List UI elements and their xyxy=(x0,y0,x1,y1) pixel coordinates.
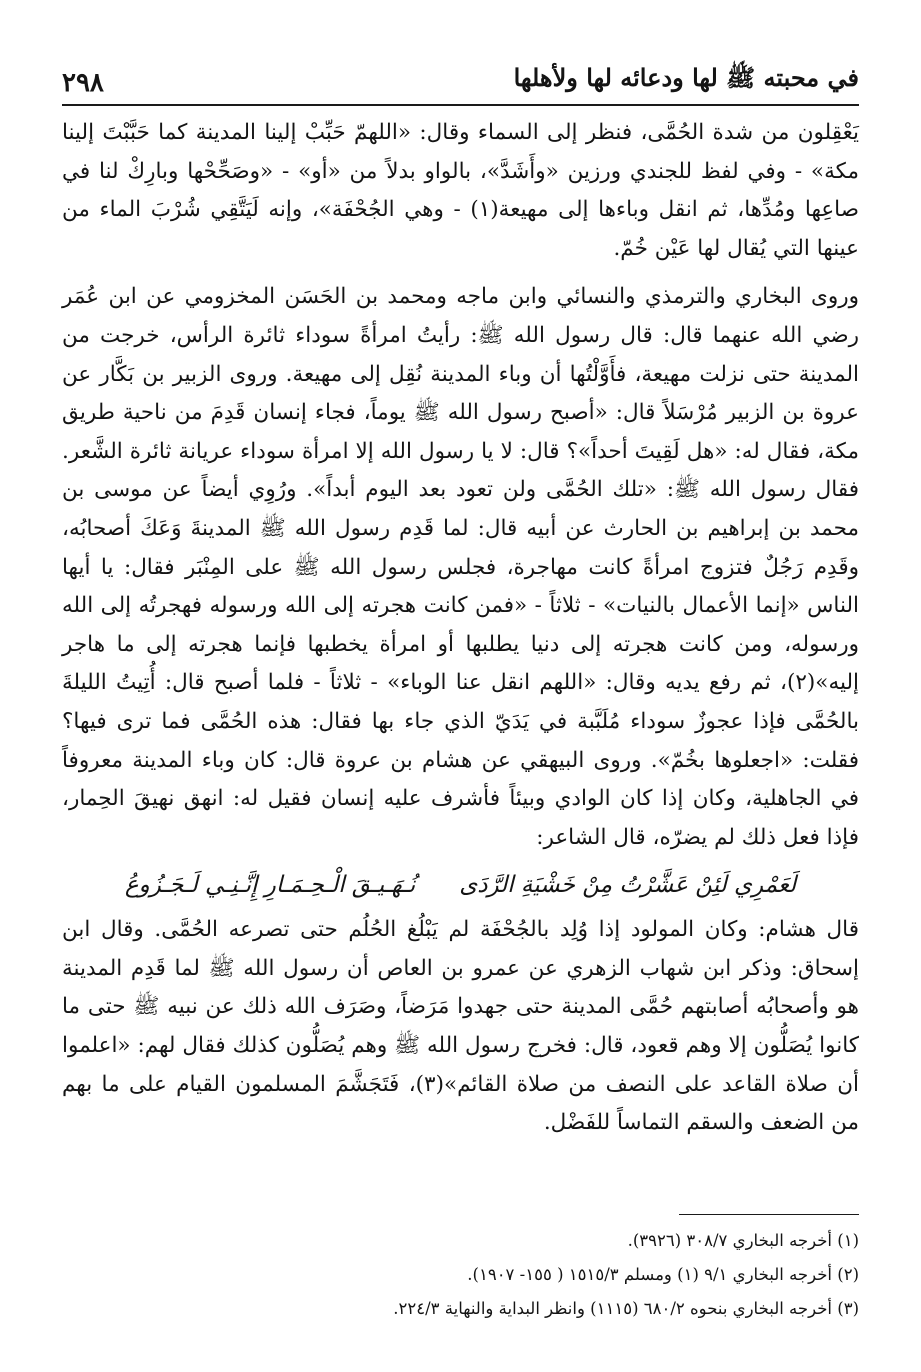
paragraph-closing: قال هشام: وكان المولود إذا وُلِد بالجُحْفَة لم يَبْلُغ الحُلُم حتى تصرعه الحُمَّى. وقال ابن إسحاق: وذكر ابن شهاب الزهري عن عمرو بن العاص أن رسول الله ﷺ لما قَدِم المدينة هو وأصحابُه أصابتهم حُمَّى المدينة حتى جهدوا مَرَضاً، وصَرَف الله ذلك عن نبيه ﷺ حتى ما كانوا يُصَلُّون إلا وهم قعود، قال: فخرج رسول الله ﷺ وهم يُصَلُّون كذلك فقال لهم: «اعلموا أن صلاة القاعد على النصف من صلاة القائم»(٣)، فَتَجَشَّمَ المسلمون القيام على ما بهم من الضعف والسقم التماساً للفَضْل. xyxy=(62,917,859,1136)
poetry-verse xyxy=(62,865,859,905)
running-title: في محبته ﷺ لها ودعائه لها ولأهلها xyxy=(513,63,859,92)
verse-second-hemistich: نُـهَـيـقَ الْـحِـمَـارِ إِنَّـنِـي لَـجَـزُوعُ xyxy=(124,872,416,899)
footnote-2: (٢) أخرجه البخاري ٩/١ (١) ومسلم ١٥١٥/٣ ( ١٥٥- ١٩٠٧). xyxy=(467,1265,859,1284)
footnotes xyxy=(62,1224,859,1326)
footnote-rule xyxy=(679,1214,859,1215)
page-number: ٢٩٨ xyxy=(62,68,104,98)
header-rule xyxy=(62,104,859,106)
paragraph-spacer xyxy=(62,268,859,278)
footnote-3: (٣) أخرجه البخاري بنحوه ٦٨٠/٢ (١١١٥) وانظر البداية والنهاية ٢٢٤/٣. xyxy=(393,1299,859,1318)
paragraph-opening: يَعْقِلون من شدة الحُمَّى، فنظر إلى السماء وقال: «اللهمّ حَبِّبْ إلينا المدينة كما حَبَّبْتَ إلينا مكة» - وفي لفظ للجندي ورزين «وأَشَدَّ»، بالواو بدلاً من «أو» - «وصَحِّحْها وبارِكْ لنا في صاعِها ومُدِّها، ثم انقل وباءها إلى مهيعة(١) - وهي الجُحْفَة»، وإنه لَيَتَّقِي شُرْبَ الماء من عينها التي يُقال لها عَيْن خُمّ. xyxy=(62,120,859,261)
verse-first-hemistich: لَعَمْرِي لَئِنْ عَشَّرْتُ مِنْ خَشْيَةِ الرَّدَى xyxy=(459,872,797,899)
body-text xyxy=(62,114,859,1143)
page-header xyxy=(62,58,859,98)
footnote-1: (١) أخرجه البخاري ٣٠٨/٧ (٣٩٢٦). xyxy=(627,1231,859,1250)
paragraph-narrations: وروى البخاري والترمذي والنسائي وابن ماجه ومحمد بن الحَسَن المخزومي عن ابن عُمَر رضي الله عنهما قال: قال رسول الله ﷺ: رأيتُ امرأةً سوداء ثائرة الرأس، خرجت من المدينة حتى نزلت مهيعة، فأَوَّلْتُها أن وباء المدينة نُقِل إلى مهيعة. وروى الزبير بن بَكَّار عن عروة بن الزبير مُرْسَلاً قال: «أصبح رسول الله ﷺ يوماً، فجاء إنسان قَدِمَ من ناحية طريق مكة، فقال له: «هل لَقِيتَ أحداً»؟ قال: لا يا رسول الله إلا امرأة سوداء عريانة ثائرة الشَّعر. فقال رسول الله ﷺ: «تلك الحُمَّى ولن تعود بعد اليوم أبداً». ورُوِي أيضاً عن موسى بن محمد بن إبراهيم بن الحارث عن أبيه قال: لما قَدِم رسول الله ﷺ المدينةَ وَعَكَ أصحابُه، وقَدِم رَجُلٌ فتزوج امرأةً كانت مهاجرة، فجلس رسول الله ﷺ على المِنْبَر فقال: يا أيها الناس «إنما الأعمال بالنيات» - ثلاثاً - «فمن كانت هجرته إلى الله ورسوله فهجرتُه إلى الله ورسوله، ومن كانت هجرته إلى دنيا يطلبها أو امرأة يخطبها فإنما هجرته إلى ما هاجر إليه»(٢)، ثم رفع يديه وقال: «اللهم انقل عنا الوباء» - ثلاثاً - فلما أصبح قال: أُتِيتُ الليلةَ بالحُمَّى فإذا عجوزٌ سوداء مُلَبَّبة في يَدَيّ الذي جاء بها فقال: هذه الحُمَّى فما ترى فيها؟ فقلت: «اجعلوها بخُمّ». وروى البيهقي عن هشام بن عروة قال: كان وباء المدينة معروفاً في الجاهلية، وكان إذا كان الوادي وبيئاً فأشرف عليه إنسان فقيل له: انهق نهيقَ الحِمار، فإذا فعل ذلك لم يضرّه، قال الشاعر: xyxy=(62,284,859,850)
